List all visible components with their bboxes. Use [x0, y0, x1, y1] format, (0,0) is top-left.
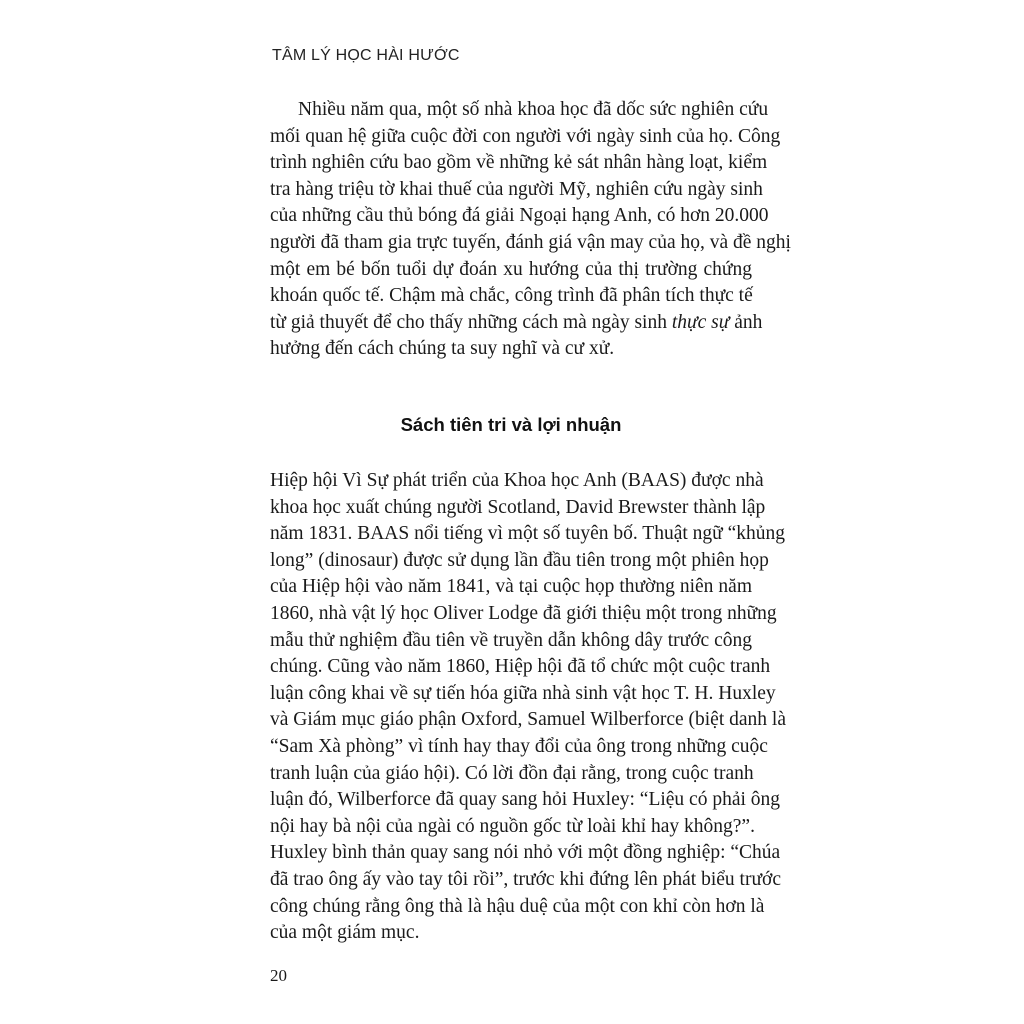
text-span: từ giả thuyết để cho thấy những cách mà ngày sinh [270, 311, 672, 333]
text-line: luận công khai về sự tiến hóa giữa nhà sinh vật học T. H. Huxley [270, 682, 776, 704]
text-line: năm 1831. BAAS nổi tiếng vì một số tuyên bố. Thuật ngữ “khủng [270, 523, 786, 545]
text-line: và Giám mục giáo phận Oxford, Samuel Wilberforce (biệt danh là [270, 709, 786, 731]
text-line: người đã tham gia trực tuyến, đánh giá vận may của họ, và đề nghị [270, 231, 791, 253]
text-line: công chúng rằng ông thà là hậu duệ của một con khỉ còn hơn là [270, 895, 765, 917]
text-line: nội hay bà nội của ngài có nguồn gốc từ loài khỉ hay không?”. [270, 815, 755, 837]
text-line: Hiệp hội Vì Sự phát triển của Khoa học Anh (BAAS) được nhà [270, 470, 764, 491]
text-line: của Hiệp hội vào năm 1841, và tại cuộc họp thường niên năm [270, 576, 752, 598]
text-line: mối quan hệ giữa cuộc đời con người với ngày sinh của họ. Công [270, 125, 781, 147]
text-line: tra hàng triệu tờ khai thuế của người Mỹ, nghiên cứu ngày sinh [270, 178, 763, 200]
text-line: đã trao ông ấy vào tay tôi rồi”, trước khi đứng lên phát biểu trước [270, 868, 781, 890]
paragraph-intro [270, 97, 791, 363]
text-line: khoa học xuất chúng người Scotland, David Brewster thành lập [270, 496, 766, 518]
text-line: 1860, nhà vật lý học Oliver Lodge đã giới thiệu một trong những [270, 602, 777, 624]
text-line: chúng. Cũng vào năm 1860, Hiệp hội đã tổ chức một cuộc tranh [270, 656, 771, 678]
text-line: hưởng đến cách chúng ta suy nghĩ và cư xử. [270, 338, 615, 360]
text-line [270, 310, 763, 337]
paragraph-baas [270, 468, 786, 947]
text-line: của một giám mục. [270, 922, 420, 944]
text-line: của những cầu thủ bóng đá giải Ngoại hạng Anh, có hơn 20.000 [270, 205, 769, 227]
text-line: Nhiều năm qua, một số nhà khoa học đã dốc sức nghiên cứu [298, 99, 769, 120]
running-header: TÂM LÝ HỌC HÀI HƯỚC [272, 47, 460, 64]
text-line: “Sam Xà phòng” vì tính hay thay đổi của ông trong những cuộc [270, 735, 768, 757]
text-line: luận đó, Wilberforce đã quay sang hỏi Huxley: “Liệu có phải ông [270, 789, 781, 811]
text-line: Huxley bình thản quay sang nói nhỏ với một đồng nghiệp: “Chúa [270, 842, 781, 864]
section-heading: Sách tiên tri và lợi nhuận [400, 414, 622, 435]
text-line: một em bé bốn tuổi dự đoán xu hướng của thị trường chứng [270, 258, 752, 280]
page-number: 20 [270, 966, 287, 985]
italic-emphasis: thực sự [671, 311, 730, 333]
text-span: ảnh [729, 311, 763, 333]
text-line: mẫu thử nghiệm đầu tiên về truyền dẫn không dây trước công [270, 629, 752, 651]
text-line: khoán quốc tế. Chậm mà chắc, công trình đã phân tích thực tế [270, 285, 753, 307]
text-line: tranh luận của giáo hội). Có lời đồn đại rằng, trong cuộc tranh [270, 762, 754, 784]
text-line: trình nghiên cứu bao gồm về những kẻ sát nhân hàng loạt, kiểm [270, 152, 768, 174]
text-line: long” (dinosaur) được sử dụng lần đầu tiên trong một phiên họp [270, 549, 769, 571]
